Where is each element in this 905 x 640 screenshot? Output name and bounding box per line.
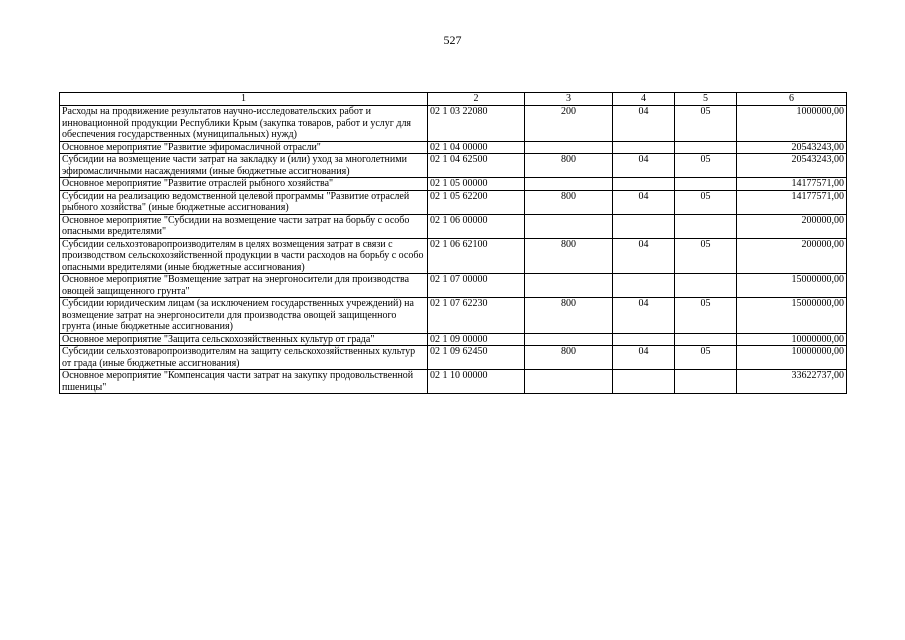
- row-subsection: 05: [675, 346, 737, 370]
- row-amount: 1000000,00: [737, 106, 847, 142]
- row-expense-type: [525, 274, 613, 298]
- row-target-code: 02 1 06 62100: [428, 238, 525, 274]
- row-description: Основное мероприятие "Субсидии на возмещение части затрат на борьбу с особо опасными вредителями": [60, 214, 428, 238]
- row-section: 04: [613, 106, 675, 142]
- row-amount: 33622737,00: [737, 370, 847, 394]
- table-row: [60, 238, 847, 274]
- row-subsection: [675, 214, 737, 238]
- row-expense-type: 800: [525, 154, 613, 178]
- row-amount: 15000000,00: [737, 274, 847, 298]
- row-subsection: 05: [675, 106, 737, 142]
- row-subsection: [675, 274, 737, 298]
- column-header: 1: [60, 93, 428, 106]
- row-section: [613, 370, 675, 394]
- row-subsection: 05: [675, 190, 737, 214]
- row-description: Субсидии сельхозтоваропроизводителям на защиту сельскохозяйственных культур от града (иные бюджетные ассигнования): [60, 346, 428, 370]
- row-section: [613, 214, 675, 238]
- row-target-code: 02 1 07 00000: [428, 274, 525, 298]
- table-row: [60, 190, 847, 214]
- row-subsection: [675, 333, 737, 346]
- row-description: Расходы на продвижение результатов научно-исследовательских работ и инновационной продукции Республики Крым (закупка товаров, работ и услуг для обеспечения государственных (муниципальных) нужд): [60, 106, 428, 142]
- table-row: [60, 346, 847, 370]
- row-section: [613, 141, 675, 154]
- row-expense-type: 800: [525, 190, 613, 214]
- row-amount: 10000000,00: [737, 333, 847, 346]
- row-expense-type: 800: [525, 346, 613, 370]
- row-amount: 10000000,00: [737, 346, 847, 370]
- row-target-code: 02 1 06 00000: [428, 214, 525, 238]
- row-target-code: 02 1 05 62200: [428, 190, 525, 214]
- row-expense-type: [525, 141, 613, 154]
- page-number: 527: [443, 33, 462, 47]
- row-amount: 14177571,00: [737, 178, 847, 191]
- row-subsection: [675, 141, 737, 154]
- table-row: [60, 178, 847, 191]
- row-amount: 14177571,00: [737, 190, 847, 214]
- row-section: 04: [613, 238, 675, 274]
- table-row: [60, 298, 847, 334]
- row-description: Основное мероприятие "Защита сельскохозяйственных культур от града": [60, 333, 428, 346]
- row-amount: 200000,00: [737, 214, 847, 238]
- column-header: 4: [613, 93, 675, 106]
- row-description: Субсидии сельхозтоваропроизводителям в целях возмещения затрат в связи с производством сельскохозяйственной продукции в части расходов на борьбу с особо опасными вредителями (иные бюджетные ассигнования): [60, 238, 428, 274]
- row-amount: 20543243,00: [737, 154, 847, 178]
- row-subsection: 05: [675, 298, 737, 334]
- table-row: [60, 106, 847, 142]
- table-row: [60, 370, 847, 394]
- row-subsection: 05: [675, 154, 737, 178]
- row-description: Субсидии на возмещение части затрат на закладку и (или) уход за многолетними эфиромасличными насаждениями (иные бюджетные ассигнования): [60, 154, 428, 178]
- row-subsection: [675, 178, 737, 191]
- row-expense-type: [525, 370, 613, 394]
- row-target-code: 02 1 09 62450: [428, 346, 525, 370]
- row-amount: 200000,00: [737, 238, 847, 274]
- row-target-code: 02 1 03 22080: [428, 106, 525, 142]
- table-row: [60, 333, 847, 346]
- row-expense-type: [525, 178, 613, 191]
- table-row: [60, 214, 847, 238]
- row-amount: 20543243,00: [737, 141, 847, 154]
- row-section: [613, 333, 675, 346]
- row-target-code: 02 1 04 62500: [428, 154, 525, 178]
- column-header: 2: [428, 93, 525, 106]
- row-target-code: 02 1 07 62230: [428, 298, 525, 334]
- row-section: [613, 274, 675, 298]
- row-description: Субсидии на реализацию ведомственной целевой программы "Развитие отраслей рыбного хозяйства" (иные бюджетные ассигнования): [60, 190, 428, 214]
- row-target-code: 02 1 10 00000: [428, 370, 525, 394]
- row-target-code: 02 1 09 00000: [428, 333, 525, 346]
- row-section: 04: [613, 190, 675, 214]
- table-header-row: [60, 93, 847, 106]
- row-description: Субсидии юридическим лицам (за исключением государственных учреждений) на возмещение затрат на энергоносители для производства овощей защищенного грунта (иные бюджетные ассигнования): [60, 298, 428, 334]
- row-description: Основное мероприятие "Развитие эфиромасличной отрасли": [60, 141, 428, 154]
- row-expense-type: 200: [525, 106, 613, 142]
- row-subsection: [675, 370, 737, 394]
- row-target-code: 02 1 04 00000: [428, 141, 525, 154]
- row-expense-type: 800: [525, 238, 613, 274]
- row-expense-type: 800: [525, 298, 613, 334]
- column-header: 5: [675, 93, 737, 106]
- row-description: Основное мероприятие "Развитие отраслей рыбного хозяйства": [60, 178, 428, 191]
- row-subsection: 05: [675, 238, 737, 274]
- budget-table: [59, 92, 847, 394]
- column-header: 3: [525, 93, 613, 106]
- table-row: [60, 274, 847, 298]
- row-section: 04: [613, 346, 675, 370]
- table-row: [60, 141, 847, 154]
- row-section: [613, 178, 675, 191]
- row-description: Основное мероприятие "Возмещение затрат на энергоносители для производства овощей защищенного грунта": [60, 274, 428, 298]
- table-row: [60, 154, 847, 178]
- table-body: [60, 106, 847, 394]
- row-section: 04: [613, 154, 675, 178]
- row-section: 04: [613, 298, 675, 334]
- row-amount: 15000000,00: [737, 298, 847, 334]
- row-description: Основное мероприятие "Компенсация части затрат на закупку продовольственной пшеницы": [60, 370, 428, 394]
- column-header: 6: [737, 93, 847, 106]
- row-expense-type: [525, 214, 613, 238]
- row-expense-type: [525, 333, 613, 346]
- row-target-code: 02 1 05 00000: [428, 178, 525, 191]
